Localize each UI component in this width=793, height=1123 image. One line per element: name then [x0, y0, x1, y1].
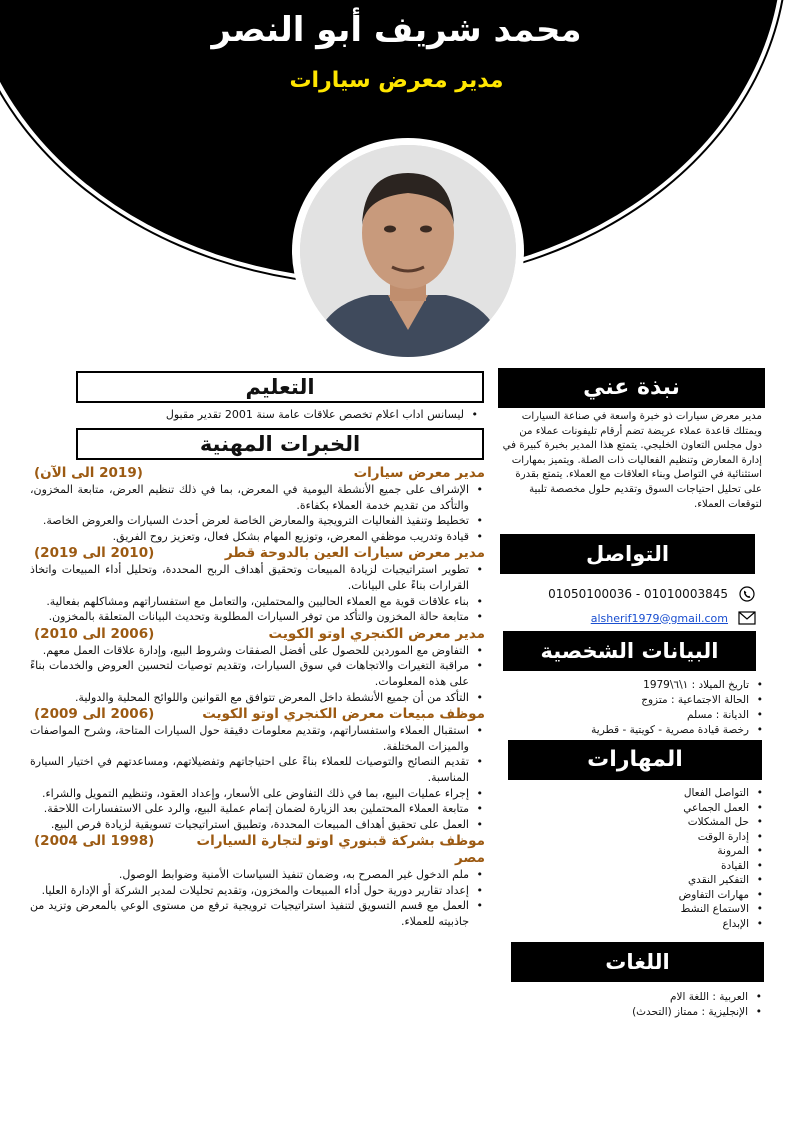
skill-item: • العمل الجماعي: [580, 801, 765, 816]
experience-section: [30, 464, 485, 930]
job-dates: (2010 الى 2019): [34, 545, 155, 562]
job-header: [30, 833, 485, 867]
job-dates: (2019 الى الآن): [34, 465, 143, 481]
job-bullets: [30, 482, 485, 544]
person-name: محمد شريف أبو النصر: [211, 10, 582, 50]
skill-item: • مهارات التفاوض: [580, 888, 765, 903]
personal-item: • رخصة قيادة مصرية - كويتية - قطرية: [520, 723, 765, 738]
job-bullet: • تخطيط وتنفيذ الفعاليات الترويجية والمعارض الخاصة لعرض أحدث السيارات والعروض الخاصة.: [30, 513, 485, 529]
job-bullet: • إعداد تقارير دورية حول أداء المبيعات والمخزون، وتقديم تحليلات لمدير الشركة أو الإدارة العليا.: [30, 883, 485, 899]
skill-item: • الاستماع النشط: [580, 902, 765, 917]
personal-item: • الديانة : مسلم: [520, 708, 765, 723]
job-entry: [30, 706, 485, 832]
job-bullet: • التأكد من أن جميع الأنشطة داخل المعرض تتوافق مع القوانين واللوائح المحلية والدولية.: [30, 690, 485, 706]
education-list: [80, 407, 480, 422]
about-text: مدير معرض سيارات ذو خبرة واسعة في صناعة السيارات ويمتلك قاعدة عملاء عريضة تضم أرقام تليفونات عملاء من دول مجلس التعاون الخليجي. يتمتع هذا المدير بخبرة كبيرة في إدارة المعارض وتنظيم الفعاليات ذات الصلة. ويتميز بمهارات استثنائية في التواصل وبناء العلاقات مع العملاء. يتمتع بقدرة على تحليل احتياجات السوق وتقديم حلول مخصصة تلبية لتوقعات العملاء.: [502, 411, 762, 510]
languages-list: [540, 990, 764, 1020]
person-title: مدير معرض سيارات: [289, 68, 504, 93]
skill-item: • التواصل الفعال: [580, 786, 765, 801]
portrait-illustration: [300, 145, 516, 357]
skill-item: • حل المشكلات: [580, 815, 765, 830]
job-title: مدير معرض سيارات العين بالدوحة قطر: [224, 545, 485, 562]
job-entry: [30, 833, 485, 929]
skill-item: • القيادة: [580, 859, 765, 874]
personal-item: • تاريخ الميلاد : ١\٦\1979: [520, 678, 765, 693]
about-title: نبذة عني: [498, 368, 765, 408]
education-title: التعليم: [76, 371, 484, 403]
job-entry: [30, 545, 485, 624]
job-bullet: • تطوير استراتيجيات لزيادة المبيعات وتحقيق أهداف الربح المحددة، وتحليل أداء المبيعات واتخاذ القرارات بناءً على البيانات.: [30, 562, 485, 593]
skills-title: المهارات: [508, 740, 762, 780]
job-bullet: • الإشراف على جميع الأنشطة اليومية في المعرض، بما في ذلك تنظيم العرض، متابعة المخزون، والتأكد من تقديم خدمة العملاء بكفاءة.: [30, 482, 485, 513]
job-bullets: [30, 562, 485, 624]
phone-icon: [738, 585, 756, 603]
languages-title: اللغات: [511, 942, 764, 982]
job-bullet: • قيادة وتدريب موظفي المعرض، وتوزيع المهام بشكل فعال، وتعزيز روح الفريق.: [30, 529, 485, 545]
job-bullet: • التفاوض مع الموردين للحصول على أفضل الصفقات وشروط البيع، وإدارة علاقات العمل معهم.: [30, 643, 485, 659]
skill-item: • الإبداع: [580, 917, 765, 932]
skill-item: • التفكير النقدي: [580, 873, 765, 888]
envelope-icon: [738, 609, 756, 627]
job-bullet: • العمل مع قسم التسويق لتنفيذ استراتيجيات ترويجية ترفع من مستوى الوعي بالمعرض وتزيد من جاذبيته للعملاء.: [30, 898, 485, 929]
skill-item: • المرونة: [580, 844, 765, 859]
skill-item: • إدارة الوقت: [580, 830, 765, 845]
job-bullet: • ملم الدخول غير المصرح به، وضمان تنفيذ السياسات الأمنية وضوابط الوصول.: [30, 867, 485, 883]
job-bullet: • مراقبة التغيرات والاتجاهات في سوق السيارات، وتقديم توصيات لتحسين العروض والخدمات بناءً على هذه المعلومات.: [30, 658, 485, 689]
skills-list: [580, 786, 765, 931]
job-entry: [30, 465, 485, 544]
job-bullets: [30, 867, 485, 929]
phone-row: [508, 584, 756, 604]
job-bullets: [30, 723, 485, 832]
language-item: • العربية : اللغة الام: [540, 990, 764, 1005]
education-item: • ليسانس اداب اعلام تخصص علاقات عامة سنة 2001 تقدير مقبول: [80, 407, 480, 422]
job-title: مدير معرض الكنجري اوتو الكويت: [268, 625, 485, 642]
job-bullet: • بناء علاقات قوية مع العملاء الحاليين والمحتملين، والتعامل مع استفساراتهم ومشاكلهم بفعالية.: [30, 594, 485, 610]
job-bullet: • متابعة العملاء المحتملين بعد الزيارة لضمان إتمام عملية البيع، والرد على الاستفسارات اللاحقة.: [30, 801, 485, 817]
job-header: [30, 626, 485, 643]
email-link[interactable]: alsherif1979@gmail.com: [590, 611, 728, 625]
job-title: موظف بشركة قبنوري اوتو لتجارة السيارات مصر: [196, 833, 485, 867]
job-dates: (2006 الى 2009): [34, 706, 155, 723]
experience-title: الخبرات المهنية: [76, 428, 484, 460]
job-bullet: • تقديم النصائح والتوصيات للعملاء بناءً على احتياجاتهم وتفضيلاتهم، ومساعدتهم في اختيار السيارة المناسبة.: [30, 754, 485, 785]
job-header: [30, 545, 485, 562]
job-bullets: [30, 643, 485, 705]
contact-title: التواصل: [500, 534, 755, 574]
job-bullet: • العمل على تحقيق أهداف المبيعات المحددة، وتطبيق استراتيجيات تسويقية لزيادة فرص البيع.: [30, 817, 485, 833]
job-header: [30, 706, 485, 723]
job-title: موظف مبيعات معرض الكنجري اوتو الكويت: [202, 706, 485, 723]
profile-photo: [300, 145, 516, 357]
personal-item: • الحالة الاجتماعية : متزوج: [520, 693, 765, 708]
job-dates: (1998 الى 2004): [34, 833, 155, 850]
job-header: [30, 465, 485, 482]
job-entry: [30, 626, 485, 705]
personal-title: البيانات الشخصية: [503, 631, 756, 671]
email-row: [508, 608, 756, 628]
personal-list: [520, 678, 765, 738]
phone-numbers: 01050100036 - 01010003845: [548, 587, 728, 601]
job-dates: (2006 الى 2010): [34, 625, 155, 642]
language-item: • الإنجليزية : ممتاز (التحدث): [540, 1005, 764, 1020]
job-bullet: • متابعة حالة المخزون والتأكد من توفر السيارات المطلوبة وتحديث البيانات المتعلقة بالمخزون.: [30, 609, 485, 625]
job-bullet: • إجراء عمليات البيع، بما في ذلك التفاوض على الأسعار، وإعداد العقود، وتنظيم التمويل والشراء.: [30, 786, 485, 802]
job-bullet: • استقبال العملاء واستفساراتهم، وتقديم معلومات دقيقة حول السيارات المتاحة، وشرح المواصفات والميزات المختلفة.: [30, 723, 485, 754]
job-title: مدير معرض سيارات: [353, 465, 485, 481]
